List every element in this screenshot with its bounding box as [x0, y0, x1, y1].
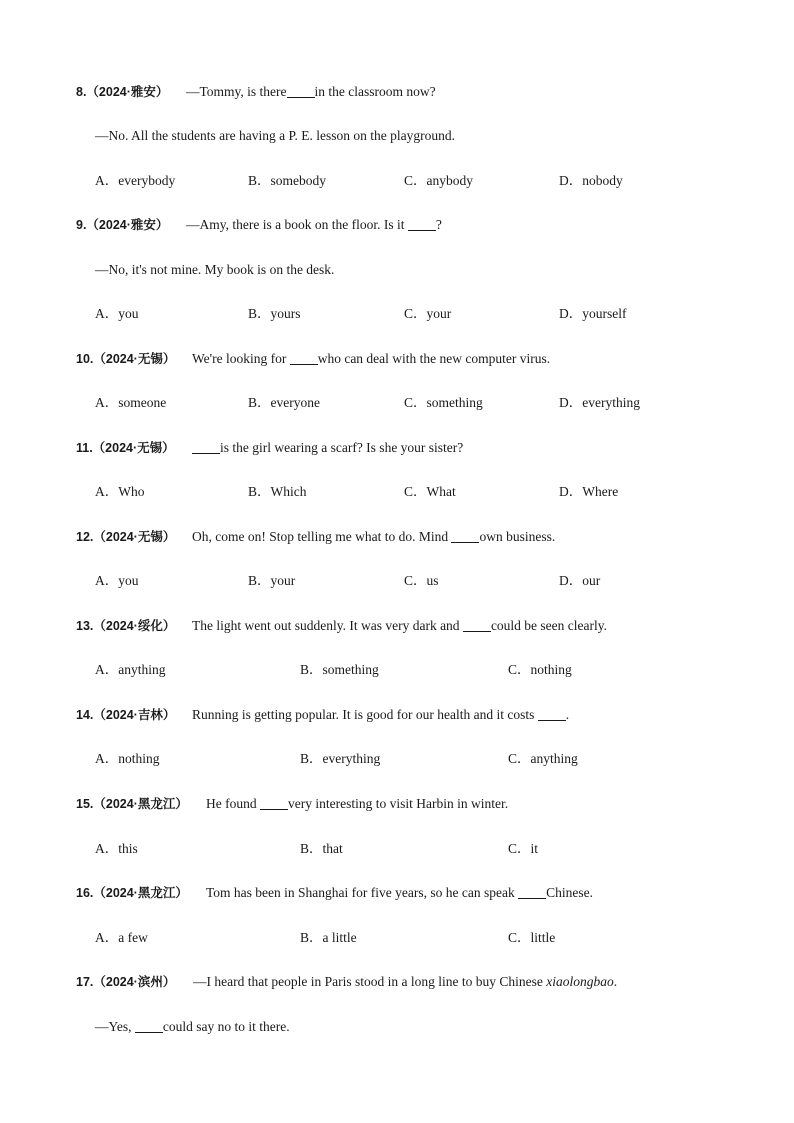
option-d[interactable]: D．our [559, 573, 601, 588]
question-13 [0, 615, 794, 637]
option-a[interactable]: A．this [95, 841, 138, 856]
question-17-reply [0, 1016, 794, 1038]
answer-blank [135, 1018, 163, 1033]
question-11 [0, 437, 794, 459]
question-12-options [0, 570, 794, 592]
question-number: 15.（2024·黑龙江） [76, 797, 188, 811]
question-stem: He found very interesting to visit Harbin in winter. [206, 796, 509, 811]
option-a[interactable]: A．anything [95, 662, 166, 677]
option-a[interactable]: A．you [95, 573, 139, 588]
option-b[interactable]: B．yours [248, 306, 301, 321]
question-9 [0, 214, 794, 236]
option-b[interactable]: B．that [300, 841, 343, 856]
option-a[interactable]: A．you [95, 306, 139, 321]
option-b[interactable]: B．your [248, 573, 296, 588]
question-14 [0, 704, 794, 726]
option-d[interactable]: D．yourself [559, 306, 627, 321]
question-8-options [0, 170, 794, 192]
question-number: 10.（2024·无锡） [76, 352, 176, 366]
option-b[interactable]: B．something [300, 662, 379, 677]
option-c[interactable]: C．your [404, 306, 452, 321]
answer-blank [463, 617, 491, 632]
question-number: 16.（2024·黑龙江） [76, 886, 188, 900]
question-number: 12.（2024·无锡） [76, 530, 176, 544]
answer-blank [192, 439, 220, 454]
question-stem: —I heard that people in Paris stood in a long line to buy Chinese xiaolongbao. [193, 974, 618, 989]
answer-blank [451, 528, 479, 543]
dialogue-reply: —No. All the students are having a P. E. lesson on the playground. [95, 128, 455, 143]
question-8 [0, 81, 794, 103]
answer-blank [408, 216, 436, 231]
dialogue-reply: —Yes, could say no to it there. [95, 1019, 290, 1034]
question-8-reply [0, 125, 794, 147]
option-c[interactable]: C．us [404, 573, 439, 588]
option-c[interactable]: C．anybody [404, 173, 473, 188]
option-a[interactable]: A．Who [95, 484, 145, 499]
question-12 [0, 526, 794, 548]
question-number: 13.（2024·绥化） [76, 619, 176, 633]
question-stem: —Tommy, is there in the classroom now? [186, 84, 436, 99]
option-c[interactable]: C．it [508, 841, 539, 856]
question-number: 17.（2024·滨州） [76, 975, 176, 989]
option-b[interactable]: B．somebody [248, 173, 327, 188]
option-c[interactable]: C．little [508, 930, 556, 945]
option-c[interactable]: C．nothing [508, 662, 572, 677]
option-b[interactable]: B．everyone [248, 395, 320, 410]
option-d[interactable]: D．Where [559, 484, 619, 499]
question-stem: Tom has been in Shanghai for five years, so he can speak Chinese. [206, 885, 593, 900]
question-15 [0, 793, 794, 815]
question-number: 11.（2024·无锡） [76, 441, 175, 455]
question-stem: Oh, come on! Stop telling me what to do. Mind own business. [192, 529, 556, 544]
question-stem: is the girl wearing a scarf? Is she your sister? [192, 437, 463, 459]
option-d[interactable]: D．nobody [559, 173, 623, 188]
question-17 [0, 971, 794, 993]
option-b[interactable]: B．everything [300, 751, 381, 766]
question-number: 14.（2024·吉林） [76, 708, 176, 722]
answer-blank [538, 706, 566, 721]
option-b[interactable]: B．Which [248, 484, 307, 499]
question-14-options [0, 748, 794, 770]
question-stem: Running is getting popular. It is good for our health and it costs . [192, 707, 570, 722]
option-a[interactable]: A．everybody [95, 173, 176, 188]
answer-blank [290, 350, 318, 365]
question-stem: —Amy, there is a book on the floor. Is it ? [186, 217, 442, 232]
dialogue-reply: —No, it's not mine. My book is on the desk. [95, 262, 335, 277]
option-c[interactable]: C．something [404, 395, 483, 410]
question-9-options [0, 303, 794, 325]
option-a[interactable]: A．someone [95, 395, 167, 410]
answer-blank [260, 795, 288, 810]
question-10 [0, 348, 794, 370]
option-c[interactable]: C．anything [508, 751, 578, 766]
question-16 [0, 882, 794, 904]
question-stem: We're looking for who can deal with the new computer virus. [192, 351, 551, 366]
question-9-reply [0, 259, 794, 281]
answer-blank [287, 83, 315, 98]
question-11-options [0, 481, 794, 503]
question-number: 9.（2024·雅安） [76, 218, 169, 232]
question-10-options [0, 392, 794, 414]
question-stem: The light went out suddenly. It was very dark and could be seen clearly. [192, 618, 608, 633]
answer-blank [518, 884, 546, 899]
option-a[interactable]: A．nothing [95, 751, 160, 766]
question-16-options [0, 927, 794, 949]
option-b[interactable]: B．a little [300, 930, 357, 945]
option-a[interactable]: A．a few [95, 930, 148, 945]
option-c[interactable]: C．What [404, 484, 456, 499]
option-d[interactable]: D．everything [559, 395, 640, 410]
question-number: 8.（2024·雅安） [76, 85, 169, 99]
question-13-options [0, 659, 794, 681]
question-15-options [0, 838, 794, 860]
